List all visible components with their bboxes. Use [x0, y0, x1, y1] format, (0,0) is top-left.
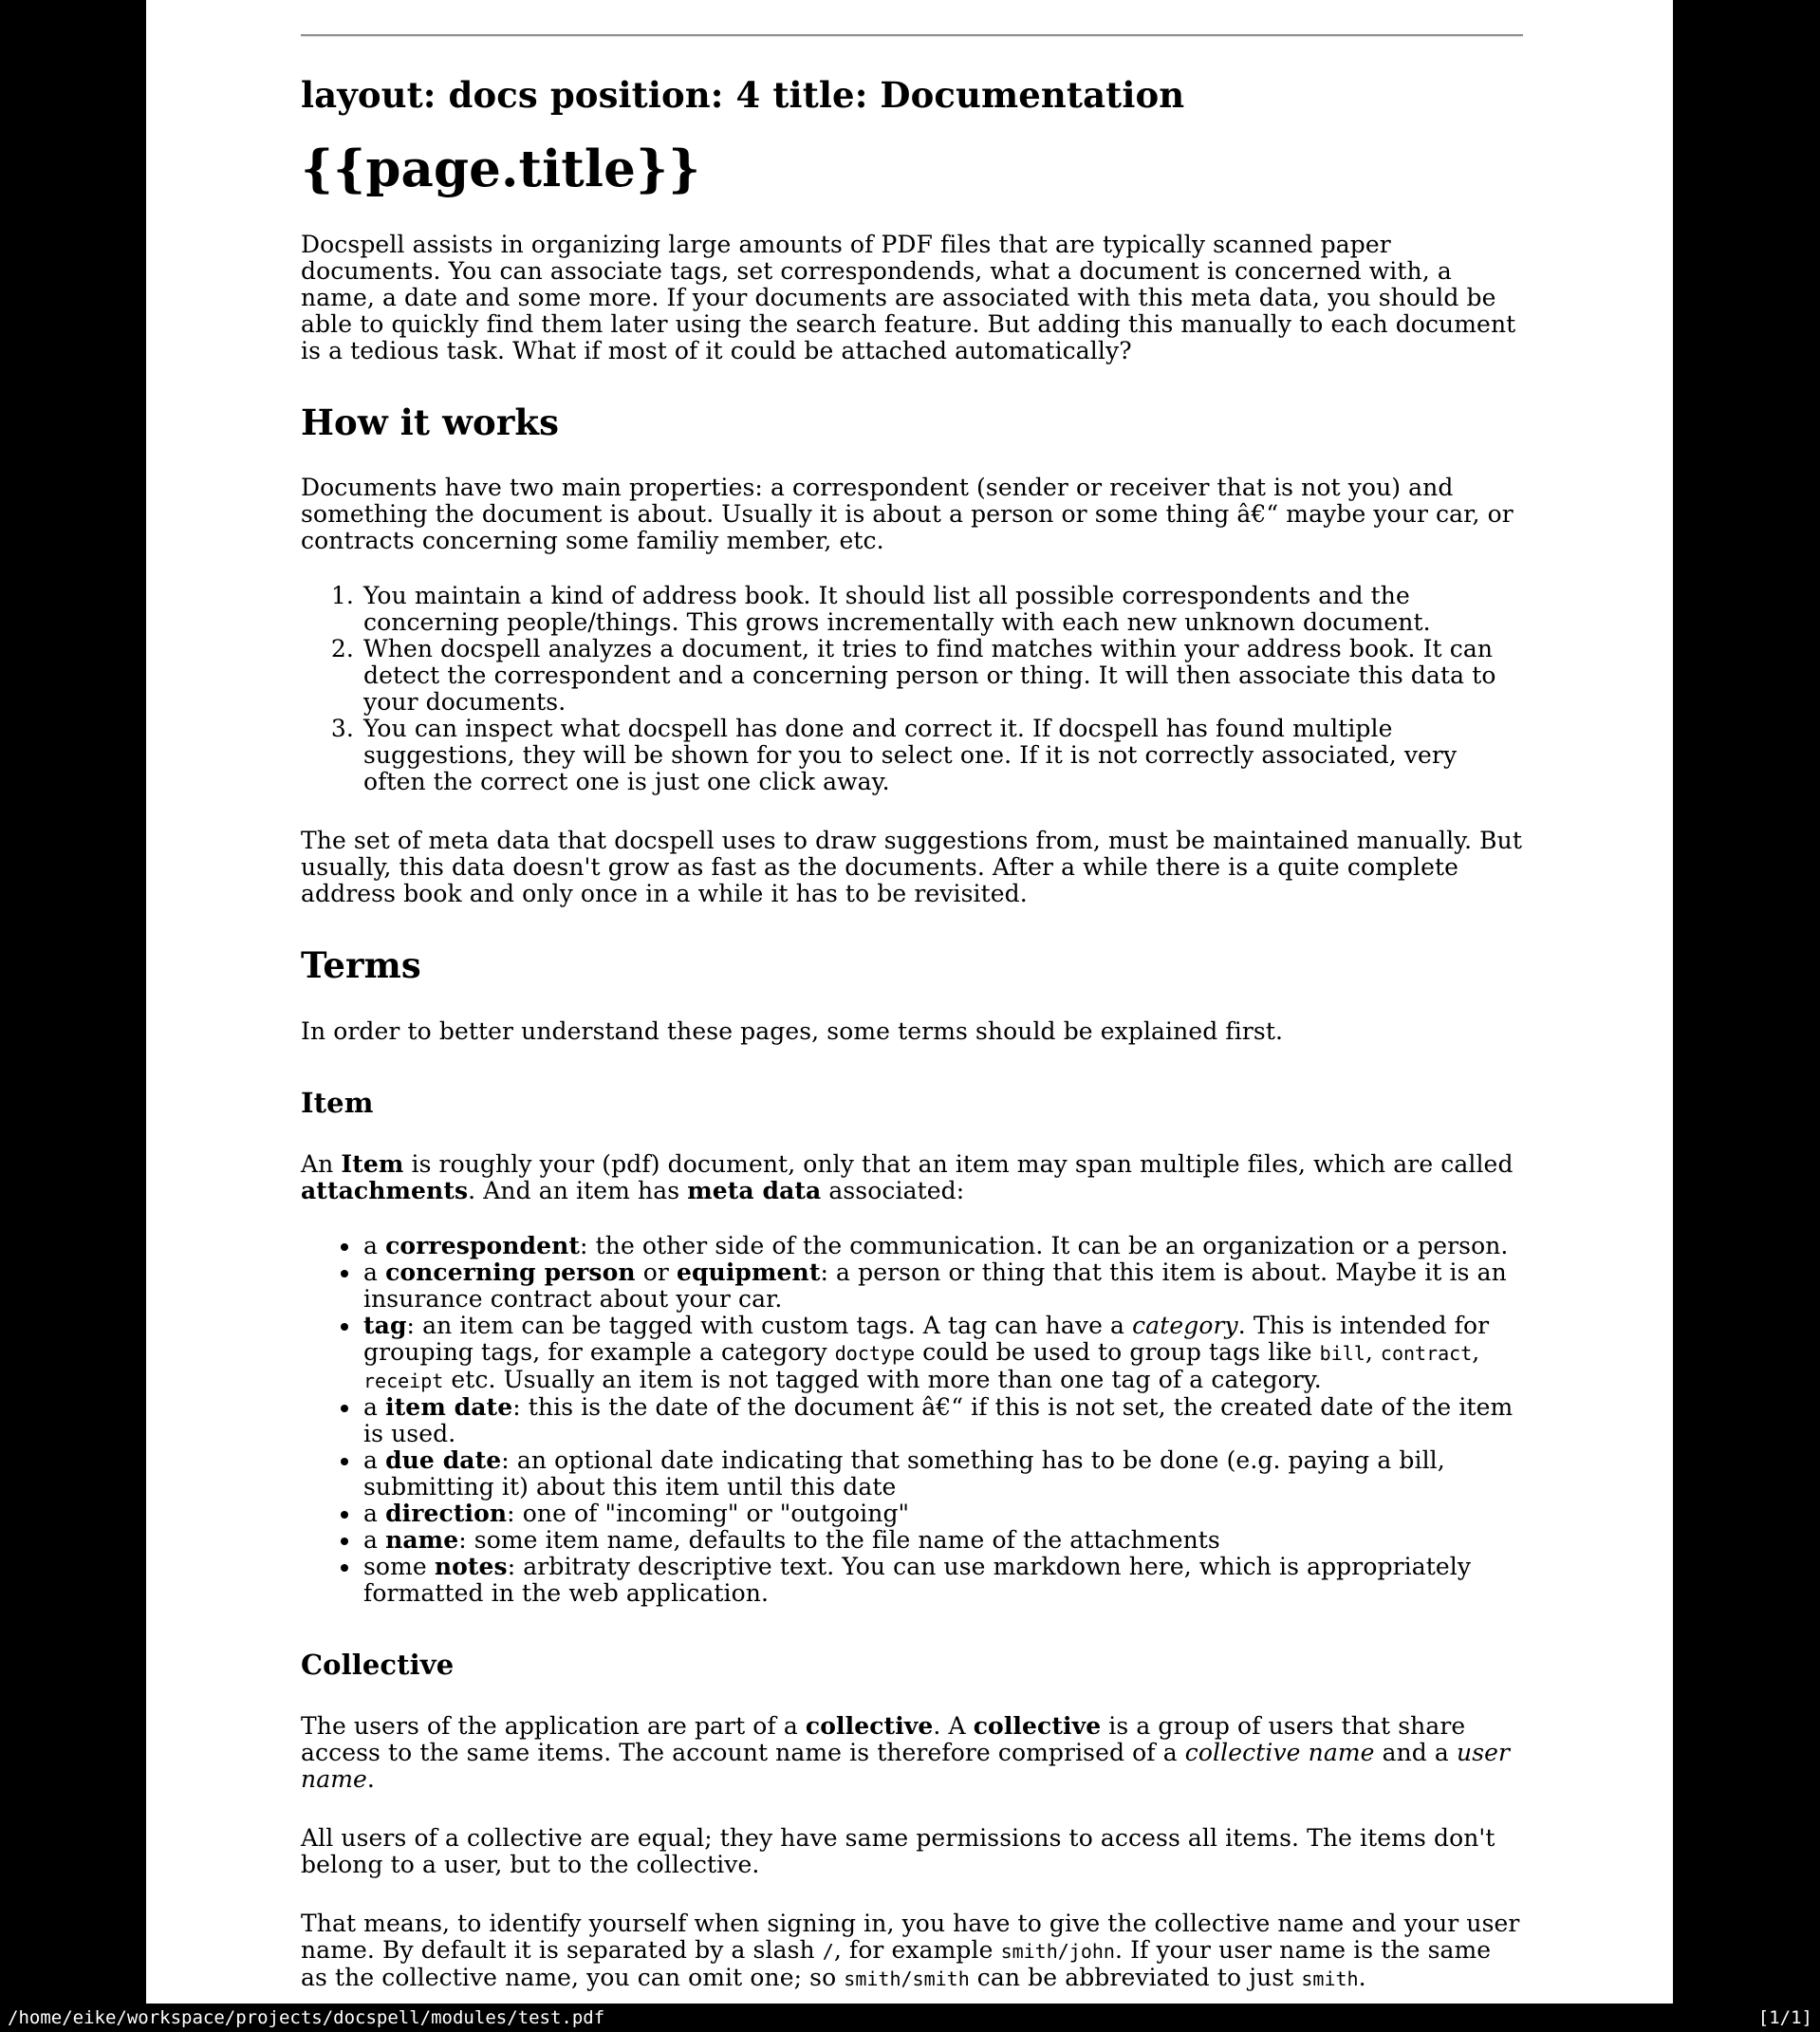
text-run-plain: : a person or thing that this item is about. Maybe it is an insurance contract about your car.: [363, 1258, 1507, 1313]
text-run-plain: Documents have two main properties: a correspondent (sender or receiver that is not you) and something the document is about. Usually it is about a person or some thing â€“ maybe your car, or contracts concerning some familiy member, etc.: [301, 474, 1514, 555]
text-run-plain: : one of "incoming" or "outgoing": [507, 1499, 910, 1527]
text-run-plain: {{page.title}}: [301, 140, 701, 199]
text-run-plain: a: [363, 1392, 386, 1421]
document-page[interactable]: [146, 0, 1673, 2004]
text-run-plain: can be abbreviated to just: [969, 1963, 1302, 1991]
text-run-plain: etc. Usually an item is not tagged with more than one tag of a category.: [443, 1365, 1322, 1393]
text-run-bold: attachments: [301, 1176, 469, 1204]
text-run-plain: . A: [933, 1711, 974, 1740]
text-run-plain: When docspell analyzes a document, it tries to find matches within your address book. It can detect the correspondent and a concerning person or thing. It will then associate this data to your documents.: [363, 635, 1496, 717]
text-run-code: receipt: [363, 1369, 444, 1392]
text-run-plain: . This is intended for grouping tags, for example a category: [363, 1311, 1490, 1366]
text-run-code: doctype: [834, 1341, 916, 1365]
text-run-plain: The users of the application are part of a: [301, 1711, 806, 1740]
step-item: [362, 716, 1523, 795]
text-run-plain: In order to better understand these pages, some terms should be explained first.: [301, 1016, 1284, 1045]
text-run-code: smith/smith: [844, 1967, 970, 1990]
text-run-plain: Collective: [301, 1648, 455, 1681]
meta-data-paragraph: [301, 828, 1523, 907]
text-run-bold: equipment: [676, 1258, 821, 1286]
text-run-plain: .: [1358, 1963, 1366, 1991]
text-run-bold: concerning person: [385, 1258, 636, 1286]
text-run-plain: a: [363, 1258, 386, 1286]
text-run-code: smith: [1301, 1967, 1359, 1990]
text-run-plain: How it works: [301, 401, 560, 443]
text-run-bold: direction: [385, 1499, 508, 1527]
step-item: [362, 583, 1523, 636]
text-run-plain: : an item can be tagged with custom tags. A tag can have a: [406, 1311, 1133, 1339]
text-run-plain: The set of meta data that docspell uses to draw suggestions from, must be maintained manually. But usually, this data doesn't grow as fast as the documents. After a while there is a quite complete address book and only once in a while it has to be revisited.: [301, 827, 1522, 908]
document-content: [301, 0, 1523, 1992]
text-run-italic: user name: [301, 1738, 1511, 1793]
text-run-plain: ,: [1472, 1337, 1480, 1366]
top-horizontal-rule: [301, 34, 1523, 37]
text-run-plain: a: [363, 1231, 386, 1259]
text-run-bold: notes: [434, 1552, 508, 1580]
terms-intro-paragraph: [301, 1018, 1523, 1045]
meta-data-item: [362, 1233, 1523, 1259]
item-meta-data-list: [301, 1233, 1523, 1607]
text-run-code: contract: [1380, 1341, 1473, 1365]
text-run-plain: could be used to group tags like: [915, 1337, 1320, 1366]
how-it-works-paragraph: [301, 475, 1523, 554]
step-item: [362, 636, 1523, 716]
intro-paragraph: [301, 232, 1523, 364]
text-run-plain: : some item name, defaults to the file name of the attachments: [458, 1525, 1220, 1554]
text-run-plain: You can inspect what docspell has done and correct it. If docspell has found multiple suggestions, they will be shown for you to select one. If it is not correctly associated, very often the correct one is just one click away.: [363, 715, 1458, 796]
meta-data-item: [362, 1447, 1523, 1501]
page-title: [301, 140, 1523, 199]
text-run-plain: : the other side of the communication. It can be an organization or a person.: [580, 1231, 1509, 1259]
text-run-bold: due date: [385, 1445, 502, 1474]
subsection-heading-item: [301, 1086, 1523, 1119]
meta-data-item: [362, 1554, 1523, 1607]
text-run-plain: Docspell assists in organizing large amounts of PDF files that are typically scanned paper documents. You can associate tags, set correspondends, what a document is concerned with, a name, a date and some more. If your documents are associated with this meta data, you should be able to quickly find them later using the search feature. But adding this manually to each document is a tedious task. What if most of it could be attached automatically?: [301, 230, 1516, 364]
text-run-bold: item date: [385, 1392, 513, 1421]
text-run-plain: is a group of users that share access to the same items. The account name is therefore comprised of a: [301, 1711, 1466, 1766]
text-run-bold: collective: [805, 1711, 934, 1740]
text-run-plain: or: [635, 1258, 677, 1286]
text-run-plain: . And an item has: [468, 1176, 688, 1204]
text-run-italic: collective name: [1184, 1738, 1375, 1766]
text-run-plain: Item: [301, 1086, 374, 1119]
meta-data-item: [362, 1259, 1523, 1313]
meta-data-item: [362, 1394, 1523, 1447]
subsection-heading-collective: [301, 1650, 1523, 1681]
text-run-plain: You maintain a kind of address book. It should list all possible correspondents and the concerning people/things. This grows incrementally with each new unknown document.: [363, 582, 1431, 637]
text-run-plain: ,: [1365, 1337, 1381, 1366]
text-run-plain: and a: [1374, 1738, 1457, 1766]
text-run-plain: a: [363, 1499, 386, 1527]
text-run-code: bill: [1319, 1341, 1365, 1365]
text-run-bold: Item: [341, 1149, 404, 1178]
section-heading-terms: [301, 946, 1523, 985]
text-run-plain: That means, to identify yourself when signing in, you have to give the collective name and your user name. By default it is separated by a slash: [301, 1909, 1520, 1964]
text-run-code: smith/john: [1000, 1939, 1115, 1963]
text-run-plain: : an optional date indicating that something has to be done (e.g. paying a bill, submitting it) about this item until this date: [363, 1445, 1445, 1501]
text-run-bold: collective: [973, 1711, 1102, 1740]
status-page-indicator: [1/1]: [1757, 2007, 1812, 2028]
collective-paragraph-1: [301, 1713, 1523, 1793]
text-run-code: /: [822, 1939, 834, 1963]
text-run-bold: tag: [363, 1311, 407, 1339]
how-it-works-steps: [301, 583, 1523, 795]
text-run-plain: layout: docs position: 4 title: Documentation: [301, 74, 1185, 116]
text-run-plain: : this is the date of the document â€“ if this is not set, the created date of the item is used.: [363, 1392, 1514, 1447]
meta-data-item: [362, 1527, 1523, 1554]
text-run-italic: category: [1132, 1311, 1238, 1339]
text-run-bold: meta data: [687, 1176, 822, 1204]
collective-paragraph-3: [301, 1911, 1523, 1992]
section-heading-how-it-works: [301, 403, 1523, 442]
text-run-plain: a: [363, 1445, 386, 1474]
text-run-bold: name: [385, 1525, 459, 1554]
text-run-plain: some: [363, 1552, 435, 1580]
text-run-plain: , for example: [833, 1935, 1001, 1964]
text-run-plain: is roughly your (pdf) document, only that an item may span multiple files, which are called: [403, 1149, 1514, 1178]
text-run-plain: associated:: [821, 1176, 965, 1204]
text-run-plain: a: [363, 1525, 386, 1554]
text-run-plain: Terms: [301, 944, 421, 987]
item-intro-paragraph: [301, 1151, 1523, 1204]
text-run-plain: : arbitraty descriptive text. You can use markdown here, which is appropriately formatted in the web application.: [363, 1552, 1472, 1607]
text-run-plain: An: [301, 1149, 342, 1178]
meta-data-item: [362, 1313, 1523, 1394]
status-bar: [0, 2004, 1820, 2032]
meta-data-item: [362, 1501, 1523, 1527]
collective-paragraph-2: [301, 1825, 1523, 1878]
frontmatter-heading: [301, 76, 1523, 115]
text-run-plain: All users of a collective are equal; they have same permissions to access all items. The items don't belong to a user, but to the collective.: [301, 1823, 1495, 1878]
text-run-plain: . If your user name is the same as the collective name, you can omit one; so: [301, 1935, 1492, 1991]
text-run-plain: .: [366, 1764, 375, 1793]
status-file-path: /home/eike/workspace/projects/docspell/modules/test.pdf: [8, 2007, 605, 2028]
text-run-bold: correspondent: [385, 1231, 581, 1259]
